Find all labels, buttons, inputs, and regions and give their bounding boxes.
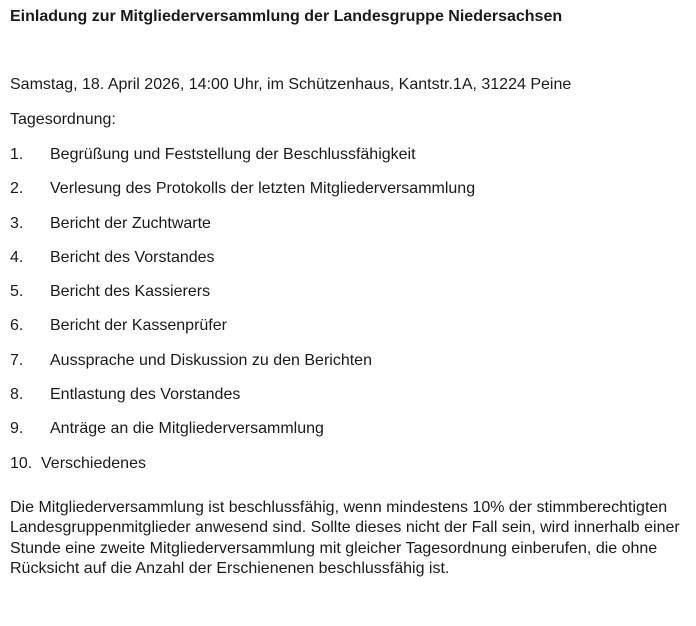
quorum-notice: Die Mitgliederversammlung ist beschlussfähig, wenn mindestens 10% der stimmberechtigten Landesgruppenmitglieder anwesend sind. Sollte dieses nicht der Fall sein, wird innerhalb einer Stunde eine zweite Mitgliederversammlung mit gleicher Tagesordnung einberufen, die ohne Rücksicht auf die Anzahl der Erschienenen beschlussfähig ist. [10,499,680,578]
agenda-item-text: Entlastung des Vorstandes [50,386,241,404]
agenda-item [10,179,475,213]
agenda-item-text: Bericht des Kassierers [50,283,211,301]
agenda-item [10,351,475,385]
agenda-item-number: 5. [10,283,24,301]
agenda-list [10,145,475,488]
agenda-item-number: 2. [10,180,24,198]
agenda-item-text: Begrüßung und Feststellung der Beschlussfähigkeit [50,146,416,163]
agenda-item-number: 7. [10,351,24,369]
agenda-item-text: Bericht der Kassenprüfer [50,317,227,335]
agenda-item-number: 3. [10,214,24,232]
agenda-item [10,248,475,282]
agenda-item-text: Aussprache und Diskussion zu den Berichten [50,351,372,369]
agenda-item-text: Bericht des Vorstandes [50,248,215,266]
agenda-item-number: 9. [10,420,24,438]
agenda-item [10,214,475,248]
agenda-item [10,316,475,350]
agenda-item-number: 8. [10,386,24,404]
agenda-item-text: Anträge an die Mitgliederversammlung [50,420,324,438]
document-title: Einladung zur Mitgliederversammlung der Landesgruppe Niedersachsen [10,8,563,25]
agenda-heading: Tagesordnung: [10,111,116,128]
agenda-item-text: Verlesung des Protokolls der letzten Mitgliederversammlung [50,180,476,198]
agenda-item [10,419,475,453]
agenda-item-number: 1. [10,146,24,163]
agenda-item-number: 10. [10,454,33,472]
agenda-item [10,385,475,419]
meeting-details: Samstag, 18. April 2026, 14:00 Uhr, im Schützenhaus, Kantstr.1A, 31224 Peine [10,76,572,93]
agenda-item [10,454,475,488]
agenda-item-number: 4. [10,248,24,266]
agenda-item-text: Verschiedenes [41,454,146,472]
agenda-item-text: Bericht der Zuchtwarte [50,214,211,232]
agenda-item-number: 6. [10,317,24,335]
agenda-item [10,145,475,179]
agenda-item [10,282,475,316]
